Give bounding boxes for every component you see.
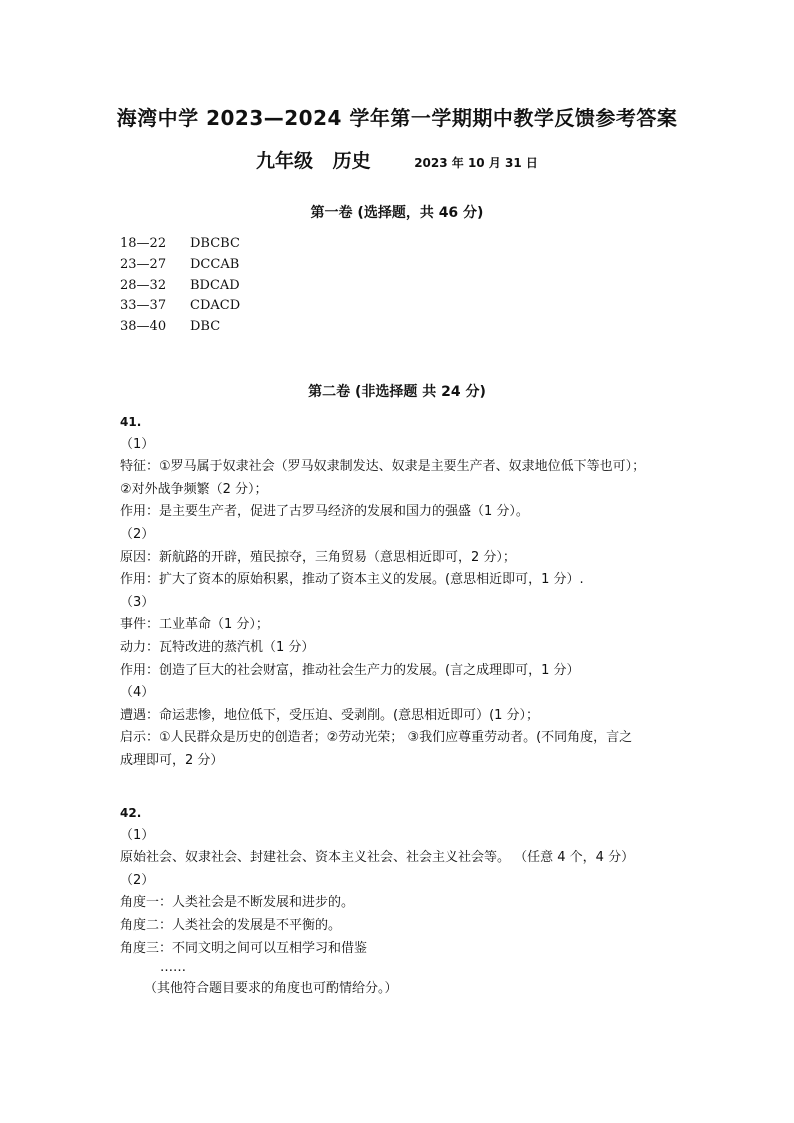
question-range: 18—22: [120, 236, 167, 251]
question-range: 33—37: [120, 298, 167, 314]
answer-row: [120, 317, 240, 338]
answer-row: [120, 255, 240, 276]
answer-line: 事件：工业革命（1 分）；: [120, 617, 269, 633]
question-range: 38—40: [120, 319, 167, 335]
answer-line: （2）: [120, 526, 155, 542]
answer-row: [120, 276, 240, 297]
multiple-choice-answers: [120, 234, 240, 338]
document-subtitle: [256, 146, 538, 173]
answer-line: （4）: [120, 685, 155, 701]
answer-line: 动力：瓦特改进的蒸汽机（1 分）: [120, 639, 315, 655]
answer-letters: DCCAB: [190, 256, 240, 272]
answer-line: 作用：创造了巨大的社会财富，推动社会生产力的发展。(言之成理即可，1 分）: [120, 662, 580, 678]
question-number: 41.: [120, 415, 142, 429]
answer-line: 特征：①罗马属于奴隶社会（罗马奴隶制发达、奴隶是主要生产者、奴隶地位低下等也可）；: [120, 459, 646, 475]
part1-heading: 第一卷 (选择题，共 46 分): [310, 205, 484, 221]
answer-line: 作用：扩大了资本的原始积累，推动了资本主义的发展。(意思相近即可，1 分）.: [120, 572, 584, 588]
answer-line: 角度三：不同文明之间可以互相学习和借鉴: [120, 940, 368, 956]
answer-line: （2）: [120, 872, 155, 888]
answer-line: 原始社会、奴隶社会、封建社会、资本主义社会、社会主义社会等。 （任意 4 个，4 分）: [120, 850, 635, 866]
grading-note: （其他符合题目要求的角度也可酌情给分。）: [144, 981, 398, 997]
answer-line: 原因：新航路的开辟，殖民掠夺，三角贸易（意思相近即可，2 分）；: [120, 549, 516, 565]
answer-line: ②对外战争频繁（2 分）；: [120, 481, 268, 497]
answer-letters: DBCBC: [190, 236, 240, 251]
answer-line: 作用：是主要生产者，促进了古罗马经济的发展和国力的强盛（1 分）。: [120, 504, 529, 520]
answer-line: 启示：①人民群众是历史的创造者；②劳动光荣； ③我们应尊重劳动者。(不同角度，言之: [120, 730, 633, 746]
answer-line: 角度二：人类社会的发展是不平衡的。: [120, 917, 342, 933]
answer-letters: CDACD: [190, 298, 241, 314]
question-range: 28—32: [120, 277, 167, 293]
subject-label: 历史: [332, 150, 371, 172]
ellipsis: ……: [160, 960, 186, 976]
answer-line: 角度一：人类社会是不断发展和进步的。: [120, 895, 355, 911]
question-range: 23—27: [120, 256, 167, 272]
answer-line: 遭遇：命运悲惨，地位低下，受压迫、受剥削。(意思相近即可）(1 分）；: [120, 707, 540, 723]
answer-letters: BDCAD: [190, 277, 240, 293]
answer-row: [120, 234, 240, 255]
exam-date: 2023 年 10 月 31 日: [414, 156, 538, 170]
answer-line: 成理即可，2 分）: [120, 752, 224, 768]
answer-line: （1）: [120, 436, 155, 452]
question-41-answer: [120, 411, 700, 773]
answer-line: （3）: [120, 594, 155, 610]
grade-label: 九年级: [256, 150, 314, 172]
answer-letters: DBC: [190, 319, 221, 335]
question-number: 42.: [120, 806, 142, 820]
answer-row: [120, 296, 240, 317]
document-title: 海湾中学 2023—2024 学年第一学期期中教学反馈参考答案: [116, 106, 678, 130]
part2-heading: 第二卷 (非选择题 共 24 分): [308, 384, 486, 400]
question-42-answer: [120, 802, 700, 1001]
answer-line: （1）: [120, 827, 155, 843]
